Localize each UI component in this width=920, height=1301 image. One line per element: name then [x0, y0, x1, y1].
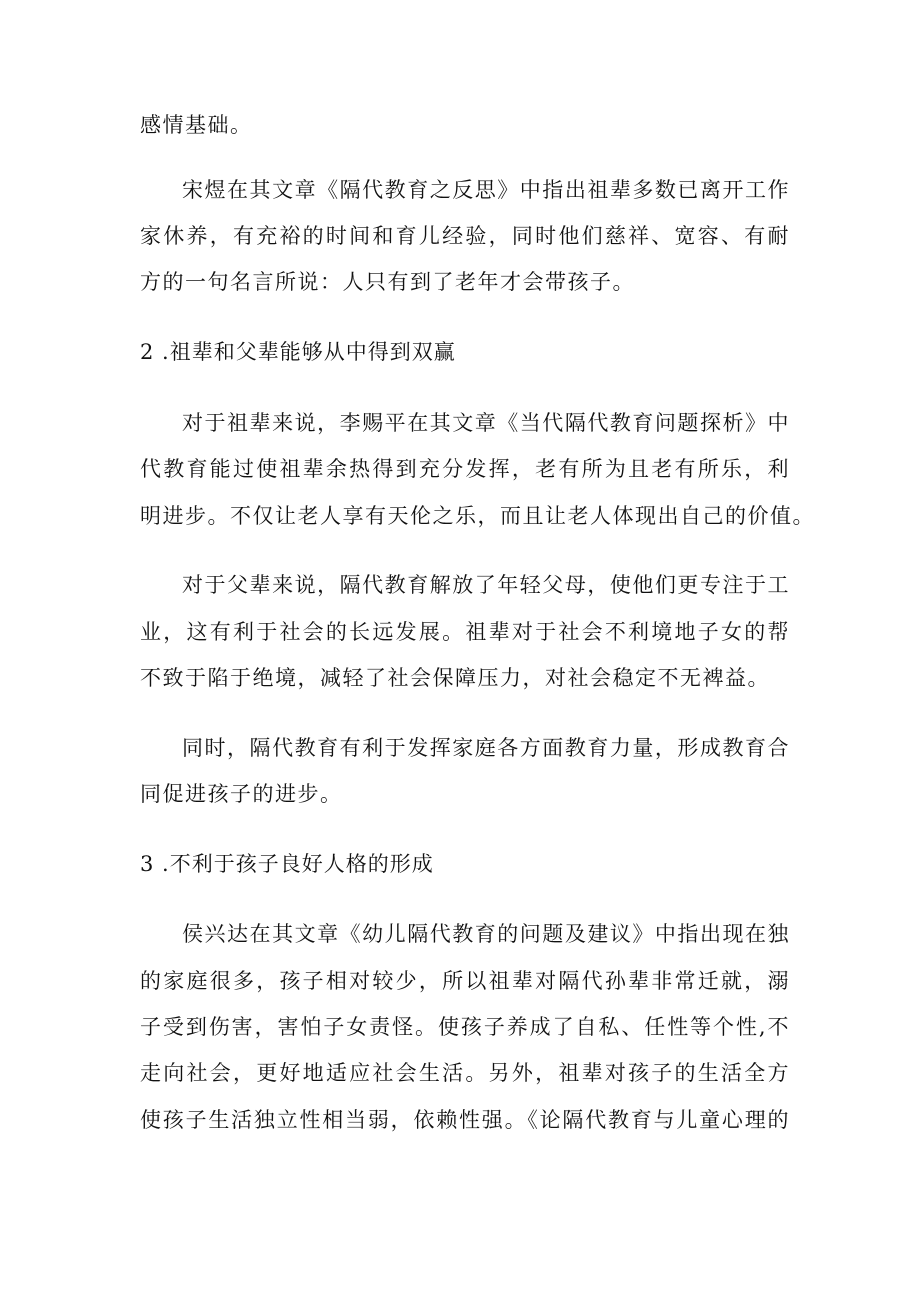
paragraph-line: 宋煜在其文章《隔代教育之反思》中指出祖辈多数已离开工作: [182, 178, 790, 202]
paragraph-line: 子受到伤害，害怕子女责怪。使孩子养成了自私、任性等个性,不: [140, 1015, 790, 1039]
paragraph-line: 不致于陷于绝境，减轻了社会保障压力，对社会稳定不无裨益。: [140, 666, 770, 690]
paragraph-line: 明进步。不仅让老人享有天伦之乐，而且让老人体现出自己的价值。: [140, 504, 815, 528]
paragraph-line: 家休养，有充裕的时间和育儿经验，同时他们慈祥、宽容、有耐: [140, 224, 790, 248]
paragraph-line: 代教育能过使祖辈余热得到充分发挥，老有所为且老有所乐，利: [140, 457, 790, 481]
paragraph-line: 同时，隔代教育有利于发挥家庭各方面教育力量，形成教育合: [182, 736, 790, 760]
paragraph-line: 感情基础。: [140, 113, 253, 137]
paragraph-line: 同促进孩子的进步。: [140, 782, 343, 806]
paragraph-line: 方的一句名言所说：人只有到了老年才会带孩子。: [140, 270, 635, 294]
section-heading: 3 .不利于孩子良好人格的形成: [140, 852, 434, 876]
paragraph-line: 侯兴达在其文章《幼儿隔代教育的问题及建议》中指出现在独: [182, 922, 790, 946]
paragraph-line: 对于父辈来说，隔代教育解放了年轻父母，使他们更专注于工: [182, 573, 790, 597]
paragraph-line: 的家庭很多，孩子相对较少，所以祖辈对隔代孙辈非常迁就，溺: [140, 969, 790, 993]
paragraph-line: 使孩子生活独立性相当弱，依赖性强。《论隔代教育与儿童心理的: [140, 1108, 790, 1132]
paragraph-line: 对于祖辈来说，李赐平在其文章《当代隔代教育问题探析》中: [182, 411, 790, 435]
section-heading: 2 .祖辈和父辈能够从中得到双赢: [140, 340, 456, 364]
paragraph-line: 业，这有利于社会的长远发展。祖辈对于社会不利境地子女的帮: [140, 620, 790, 644]
paragraph-line: 走向社会，更好地适应社会生活。另外，祖辈对孩子的生活全方: [140, 1061, 790, 1085]
